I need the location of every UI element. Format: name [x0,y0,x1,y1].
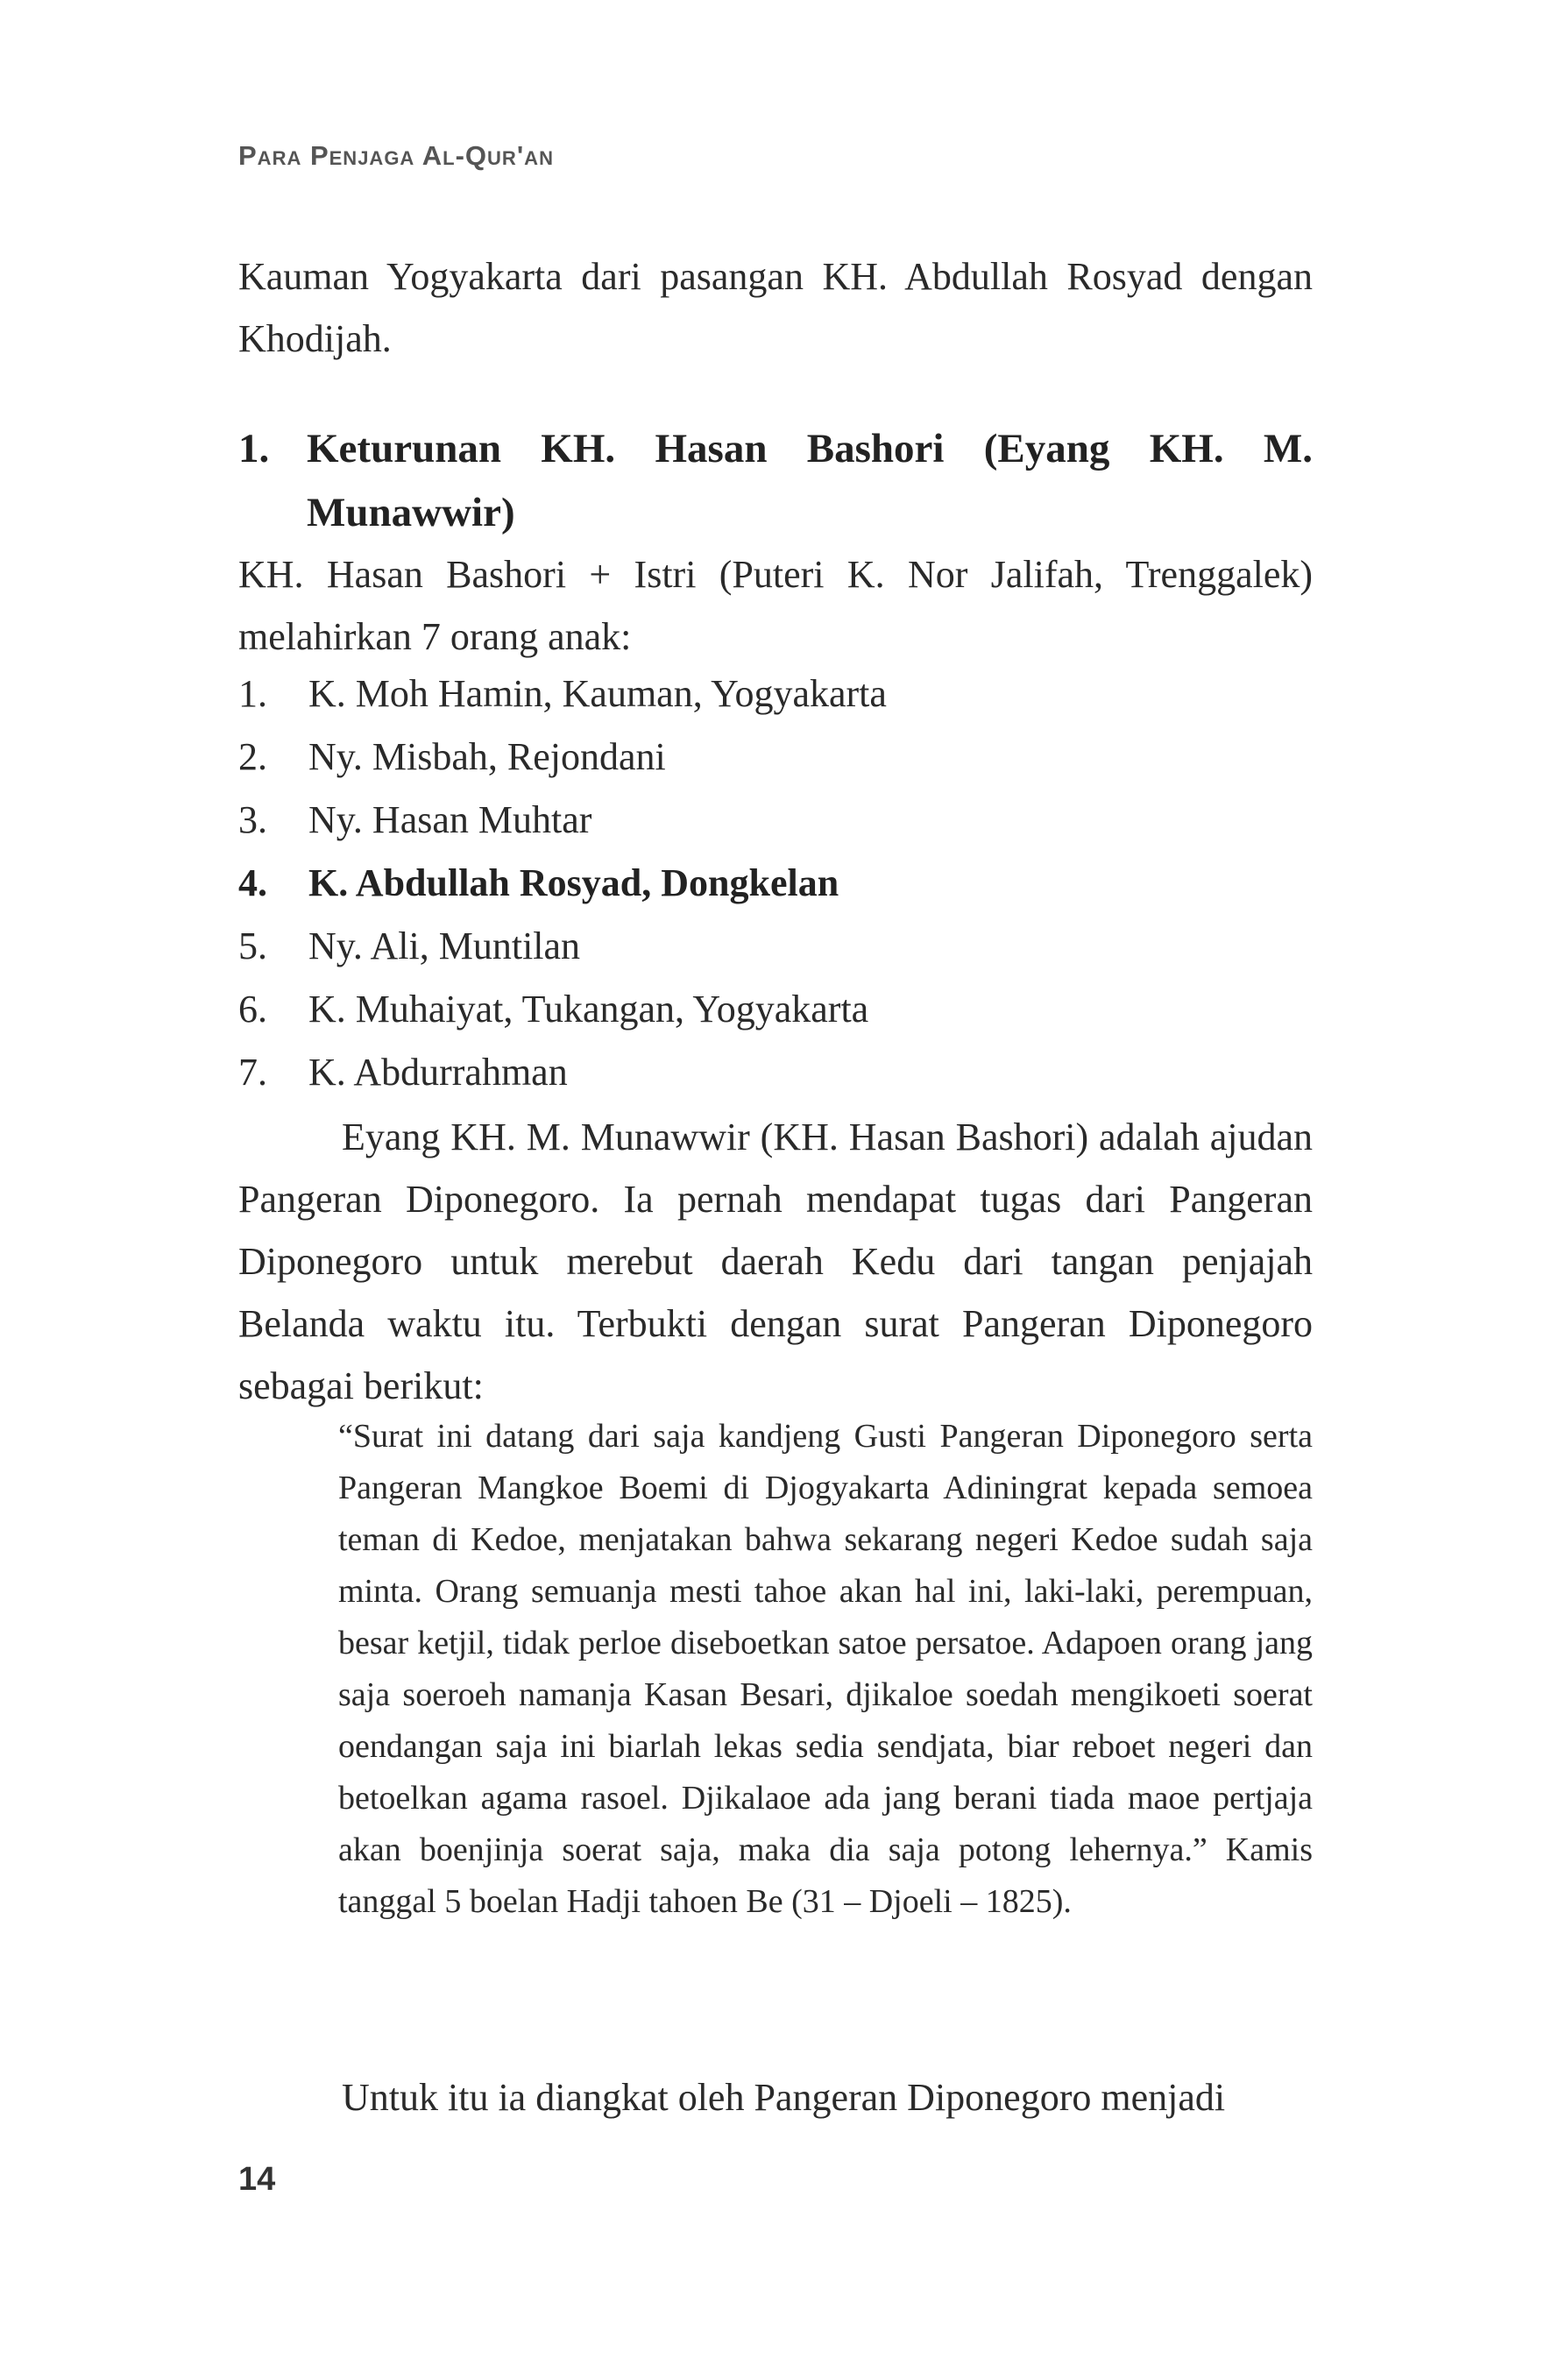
list-item [238,789,1313,852]
children-list [238,662,1313,1104]
list-item-name: Ny. Ali, Muntilan [308,924,581,967]
list-item-name: K. Moh Hamin, Kauman, Yogyakarta [308,672,887,715]
list-item [238,1041,1313,1104]
paragraph-biography: Eyang KH. M. Munawwir (KH. Hasan Bashori) adalah ajudan Pangeran Diponegoro. Ia pernah mendapat tugas dari Pangeran Diponegoro untuk merebut daerah Kedu dari tangan penjajah Belanda waktu itu. Terbukti dengan surat Pangeran Diponegoro sebagai berikut: [238,1116,1313,1407]
list-item [238,726,1313,789]
list-item-name: K. Abdurrahman [308,1051,568,1094]
list-item-name: Ny. Misbah, Rejondani [308,735,666,778]
list-item [238,978,1313,1041]
paragraph-intro: Kauman Yogyakarta dari pasangan KH. Abdullah Rosyad dengan Khodijah. [238,255,1313,360]
list-item-number: 3. [238,798,267,841]
list-item-number: 5. [238,924,267,967]
list-item [238,915,1313,978]
list-item-name: K. Muhaiyat, Tukangan, Yogyakarta [308,988,869,1031]
list-item-number: 7. [238,1051,267,1094]
list-item-number: 1. [238,672,267,715]
list-item-name: K. Abdullah Rosyad, Dongkelan [308,861,839,904]
list-item [238,662,1313,726]
list-item-number: 6. [238,988,267,1031]
list-item-name: Ny. Hasan Muhtar [308,798,592,841]
paragraph-closing: Untuk itu ia diangkat oleh Pangeran Diponegoro menjadi [342,2076,1226,2119]
letter-quote: “Surat ini datang dari saja kandjeng Gusti Pangeran Diponegoro serta Pangeran Mangkoe Boemi di Djogyakarta Adiningrat kepada semoea teman di Kedoe, menjatakan bahwa sekarang negeri Kedoe sudah saja minta. Orang semuanja mesti tahoe akan hal ini, laki-laki, perempuan, besar ketjil, tidak perloe diseboetkan satoe persatoe. Adapoen orang jang saja soeroeh namanja Kasan Besari, djikaloe soedah mengikoeti soerat oendangan saja ini biarlah lekas sedia sendjata, biar reboet negeri dan betoelkan agama rasoel. Djikalaoe ada jang berani tiada maoe pertjaja akan boenjinja soerat saja, maka dia saja potong lehernya.” Kamis tanggal 5 boelan Hadji tahoen Be (31 – Djoeli – 1825). [338,1418,1313,1920]
running-head-title: Para Penjaga Al-Qur'an [238,140,554,171]
list-item-number: 4. [238,861,267,904]
list-item-number: 2. [238,735,267,778]
page-number: 14 [238,2161,276,2198]
paragraph-parents: KH. Hasan Bashori + Istri (Puteri K. Nor Jalifah, Trenggalek) melahirkan 7 orang anak: [238,553,1313,658]
list-item-highlighted [238,852,1313,915]
section-heading [238,417,1313,545]
section-number: 1. [238,426,270,471]
section-title: Keturunan KH. Hasan Bashori (Eyang KH. M. Munawwir) [307,426,1313,535]
